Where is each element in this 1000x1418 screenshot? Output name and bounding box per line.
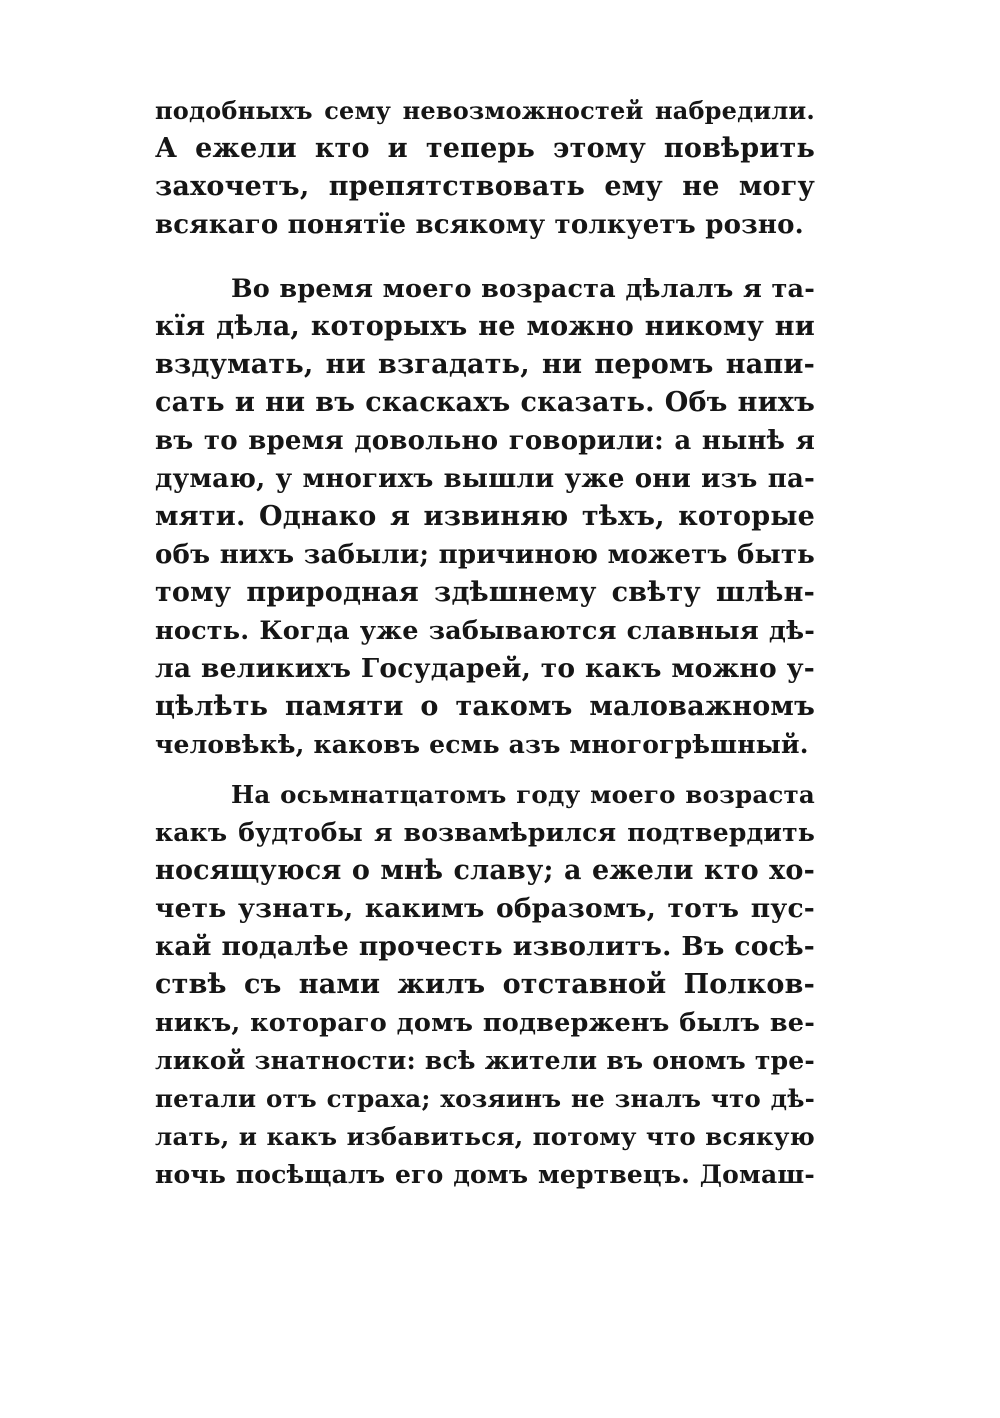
text-line: какъ будтобы я возвамѣрился подтвердить [155,818,815,847]
text-line: лать, и какъ избавиться, потому что всякую [155,1122,815,1151]
text-line: На осьмнатцатомъ году моего возраста [231,780,815,809]
text-line: цѣлѣть памяти о такомъ маловажномъ [155,691,815,722]
text-line: Во время моего возраста дѣлалъ я та- [231,274,815,304]
text-line: А ежели кто и теперь этому повѣрить [155,133,815,164]
text-line: никъ, котораго домъ подверженъ былъ ве- [155,1008,815,1038]
text-line: четь узнать, какимъ образомъ, тотъ пус- [155,893,815,924]
text-line: человѣкѣ, каковъ есмь азъ многогрѣшный. [155,730,809,759]
text-line: тому природная здѣшнему свѣту шлѣн- [155,577,815,608]
text-line: ликой знатности: всѣ жители въ ономъ тре- [155,1046,815,1075]
text-line: вздумать, ни взгадать, ни перомъ напи- [155,349,815,380]
text-line: ла великихъ Государей, то какъ можно у- [155,653,815,684]
paragraph-3 [155,776,815,1194]
text-line: кай подалѣе прочесть изволитъ. Въ сосѣ- [155,931,815,962]
text-line: носящуюся о мнѣ славу; а ежели кто хо- [155,855,815,886]
text-line: ствѣ съ нами жилъ отставной Полков- [155,969,815,1000]
text-line: сать и ни въ скаскахъ сказать. Объ нихъ [155,387,815,418]
text-line: петали отъ страха; хозяинъ не зналъ что дѣ- [155,1084,815,1113]
text-line: въ то время довольно говорили: а нынѣ я [155,426,815,456]
text-line: мяти. Однако я извиняю тѣхъ, которые [155,501,815,532]
paragraph-2 [155,270,815,764]
text-line: ночь посѣщалъ его домъ мертвецъ. Домаш- [155,1160,815,1189]
text-line: кїя дѣла, которыхъ не можно никому ни [155,311,815,342]
text-line: думаю, у многихъ вышли уже они изъ па- [155,464,815,494]
text-line: ность. Когда уже забываются славныя дѣ- [155,616,815,646]
paragraph-1 [155,92,815,244]
text-line: всякаго понятїе всякому толкуетъ розно. [155,210,804,240]
text-line: объ нихъ забыли; причиною можетъ быть [155,540,815,570]
text-line: захочетъ, препятствовать ему не могу [155,171,815,202]
text-line: подобныхъ сему невозможностей набредили. [155,96,815,125]
